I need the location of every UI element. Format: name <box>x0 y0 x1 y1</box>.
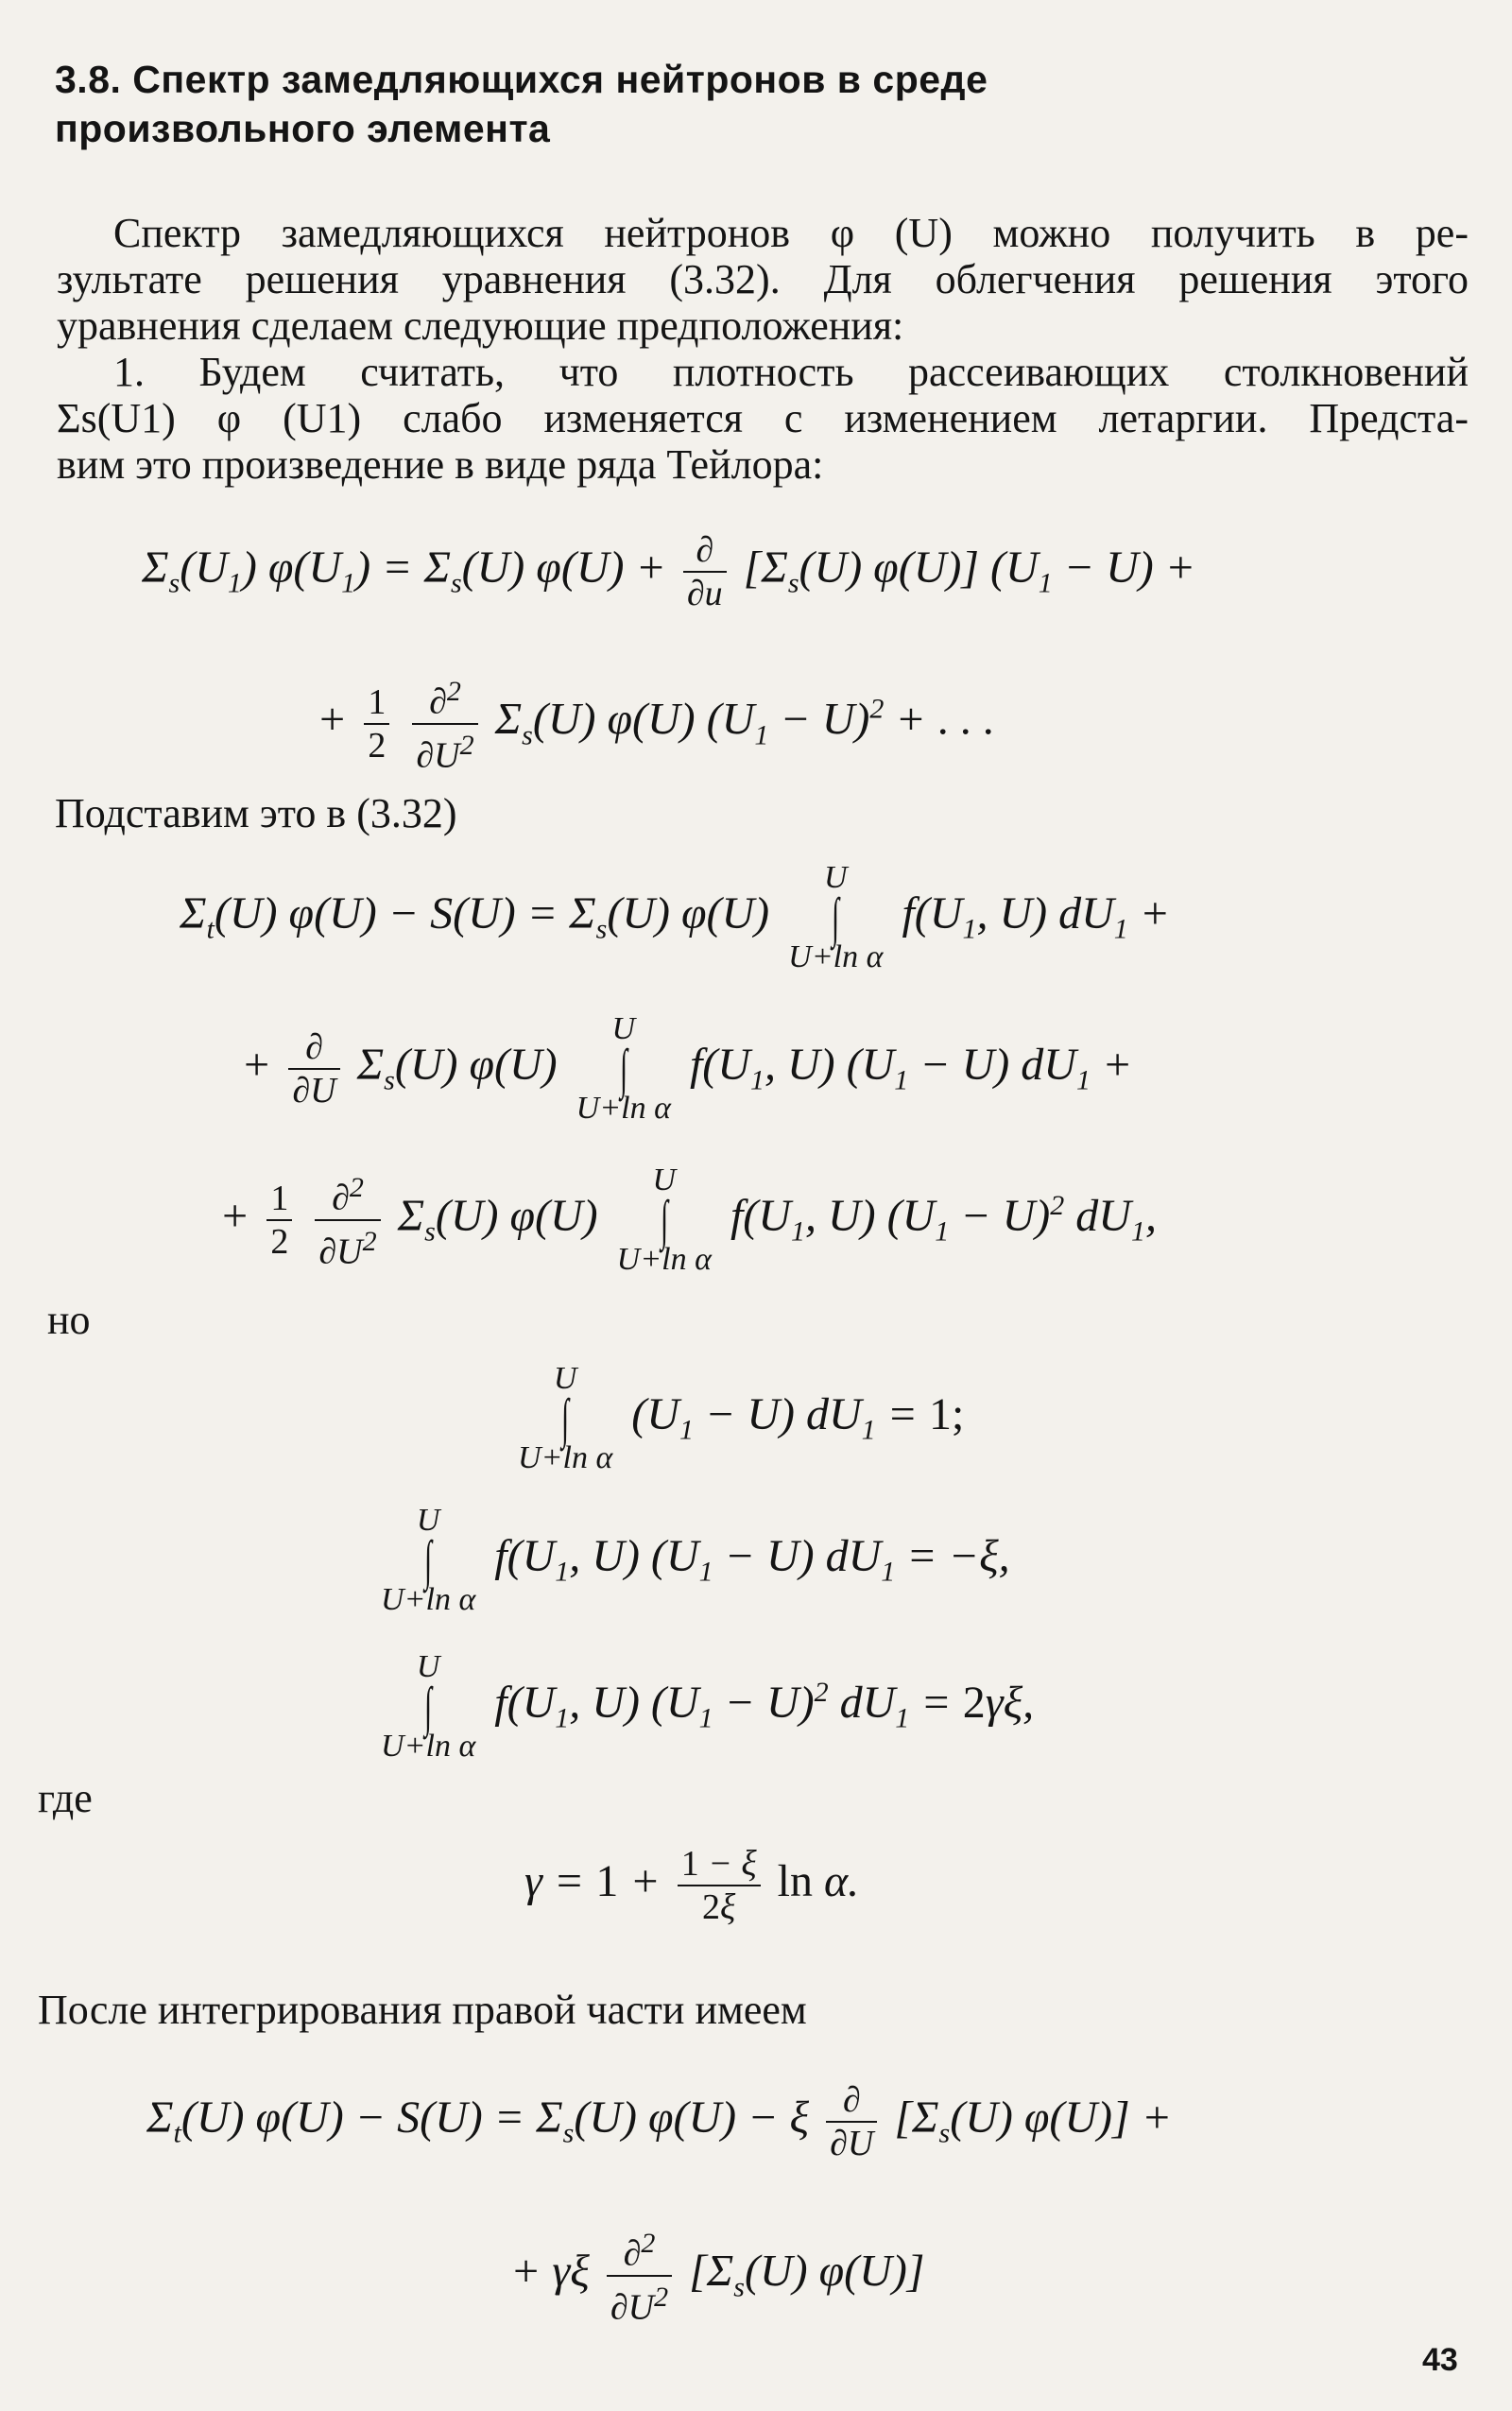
paragraph-line-4: 1. Будем считать, что плотность рассеивающих столкновений <box>113 349 1469 395</box>
text-where: где <box>38 1775 93 1821</box>
text-substitute: Подставим это в (3.32) <box>55 790 457 836</box>
equation-result-line-1: $\Sigma_t(U) \varphi(U) - S(U) = \Sigma_s(U) \varphi(U) - \xi$ $\frac{\partial}{\partial U}$ $[\Sigma_s(U) \varphi(U)]$ + <box>146 2080 1173 2163</box>
equation-integral-3: U ∫ U+ln α $f(U_1$, U) $(U_1 - U)^2$ $dU_1 = 2\gamma\xi$, <box>381 1649 1035 1764</box>
text-after-integration: После интегрирования правой части имеем <box>38 1987 807 2033</box>
heading-line-1: 3.8. Спектр замедляющихся нейтронов в среде <box>55 58 988 101</box>
paragraph-line-1: Спектр замедляющихся нейтронов φ (U) можно получить в ре- <box>113 210 1469 256</box>
equation-substituted-line-3: + $\frac{1}{2}$ $\frac{\partial^2}{\partial U^2}$ $\Sigma_s(U)$ φ(U) U ∫ U+ln α $f(U_1$, U) $(U_1 - U)^2$ $dU_1$, <box>219 1162 1157 1277</box>
text-but: но <box>47 1297 91 1343</box>
equation-integral-1: U ∫ U+ln α $(U_1 - U) dU_1 = 1$; <box>518 1361 965 1475</box>
equation-substituted-line-2: + $\frac{\partial}{\partial U}$ $\Sigma_s(U)$ φ(U) U ∫ U+ln α $f(U_1$, U) $(U_1 - U) dU_1$ + <box>241 1011 1133 1126</box>
paragraph-line-5: Σs(U1) φ (U1) слабо изменяется с изменением летаргии. Предста- <box>57 395 1469 441</box>
equation-substituted-line-1: $\Sigma_t(U) \varphi(U) - S(U) = \Sigma_s(U)$ φ(U) U ∫ U+ln α $f(U_1$, U) $dU_1$ + <box>180 860 1171 974</box>
equation-taylor-line-1: $\Sigma_s(U_1) \varphi(U_1) = \Sigma_s(U) \varphi(U)$ + $\frac{\partial}{\partial u}$ [$\Sigma_s(U)$ φ(U)] $(U_1 - U)$ + <box>142 530 1196 613</box>
paragraph-line-6: вим это произведение в виде ряда Тейлора: <box>57 441 824 488</box>
equation-integral-2: U ∫ U+ln α $f(U_1$, U) $(U_1 - U) dU_1 = -\xi$, <box>381 1503 1010 1617</box>
page-number: 43 <box>1422 2342 1458 2378</box>
paragraph-line-2: зультате решения уравнения (3.32). Для облегчения решения этого <box>57 256 1469 302</box>
paragraph-line-3: уравнения сделаем следующие предположения: <box>57 302 904 349</box>
section-heading <box>55 55 1283 153</box>
heading-line-2: произвольного элемента <box>55 107 551 150</box>
equation-taylor-line-2: + $\frac{1}{2}$ $\frac{\partial^2}{\partial U^2}$ $\Sigma_s(U)$ φ(U) $(U_1 - U)^2$ + . . . <box>317 671 994 776</box>
equation-gamma: γ = 1 + $\frac{1 - \xi}{2\xi}$ ln α. <box>524 1844 860 1927</box>
equation-result-line-2: + γξ $\frac{\partial^2}{\partial U^2}$ [$\Sigma_s(U)$ φ(U)] <box>510 2223 924 2328</box>
